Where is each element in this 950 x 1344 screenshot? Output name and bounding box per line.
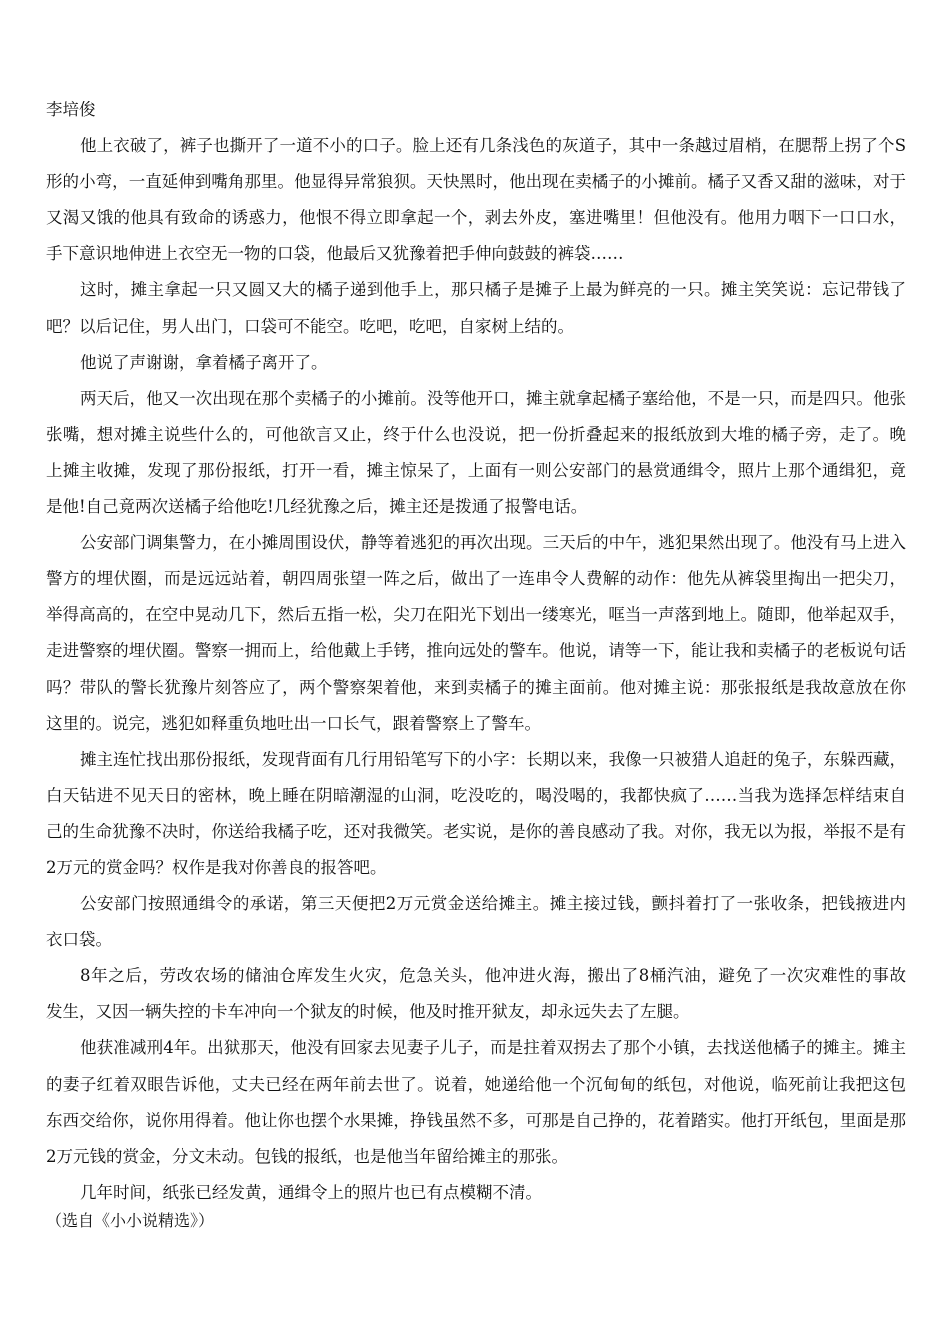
- paragraph-line: 吗？带队的警长犹豫片刻答应了，两个警察架着他，来到卖橘子的摊主面前。他对摊主说：那张报纸是我故意放在你: [46, 677, 906, 697]
- paragraph-line: 衣口袋。: [46, 930, 112, 950]
- paragraph-line: 这里的。说完，逃犯如释重负地吐出一口长气，跟着警察上了警车。: [46, 713, 541, 733]
- paragraph: [46, 964, 906, 1036]
- paragraph: [46, 531, 906, 748]
- paragraph-line: 两天后，他又一次出现在那个卖橘子的小摊前。没等他开口，摊主就拿起橘子塞给他，不是一只，而是四只。他张: [80, 388, 906, 408]
- paragraph: [46, 134, 906, 278]
- paragraph-line: 的妻子红着双眼告诉他，丈夫已经在两年前去世了。说着，她递给他一个沉甸甸的纸包，对他说，临死前让我把这包: [46, 1074, 906, 1094]
- author-name: 李培俊: [46, 100, 96, 119]
- paragraph-line: 走进警察的埋伏圈。警察一拥而上，给他戴上手铐，推向远处的警车。他说，请等一下，能让我和卖橘子的老板说句话: [46, 641, 906, 661]
- paragraph-line: 几年时间，纸张已经发黄，通缉令上的照片也已有点模糊不清。: [80, 1182, 542, 1202]
- paragraph-line: 他获准减刑4年。出狱那天，他没有回家去见妻子儿子，而是拄着双拐去了那个小镇，去找送他橘子的摊主。摊主: [80, 1038, 906, 1058]
- paragraph-line: 公安部门调集警力，在小摊周围设伏，静等着逃犯的再次出现。三天后的中午，逃犯果然出现了。他没有马上进入: [80, 533, 906, 553]
- paragraph: [46, 351, 906, 387]
- paragraph-line: 这时，摊主拿起一只又圆又大的橘子递到他手上，那只橘子是摊子上最为鲜亮的一只。摊主笑笑说：忘记带钱了: [80, 280, 906, 300]
- article: [46, 98, 906, 1247]
- paragraph-line: 公安部门按照通缉令的承诺，第三天便把2万元赏金送给摊主。摊主接过钱，颤抖着打了一张收条，把钱掖进内: [80, 894, 906, 914]
- source-citation: （选自《小小说精选》）: [46, 1210, 215, 1230]
- paragraph-line: 白天钻进不见天日的密林，晚上睡在阴暗潮湿的山洞，吃没吃的，喝没喝的，我都快疯了……当我为选择怎样结束自: [46, 785, 906, 805]
- paragraph: [46, 748, 906, 892]
- paragraph: [46, 892, 906, 964]
- paragraph-line: 己的生命犹豫不决时，你送给我橘子吃，还对我微笑。老实说，是你的善良感动了我。对你，我无以为报，举报不是有: [46, 821, 906, 841]
- paragraph-line: 手下意识地伸进上衣空无一物的口袋，他最后又犹豫着把手伸向鼓鼓的裤袋……: [46, 244, 624, 264]
- paragraph: [46, 278, 906, 350]
- paragraph-line: 他上衣破了，裤子也撕开了一道不小的口子。脸上还有几条浅色的灰道子，其中一条越过眉梢，在腮帮上拐了个S: [80, 136, 906, 156]
- paragraph-line: 警方的埋伏圈，而是远远站着，朝四周张望一阵之后，做出了一连串令人费解的动作：他先从裤袋里掏出一把尖刀，: [46, 569, 906, 589]
- paragraph-line: 2万元钱的赏金，分文未动。包钱的报纸，也是他当年留给摊主的那张。: [46, 1146, 568, 1166]
- paragraph-line: 形的小弯，一直延伸到嘴角那里。他显得异常狼狈。天快黑时，他出现在卖橘子的小摊前。橘子又香又甜的滋味，对于: [46, 172, 906, 192]
- paragraph-line: 吧？以后记住，男人出门，口袋可不能空。吃吧，吃吧，自家树上结的。: [46, 316, 574, 336]
- paragraph-line: 上摊主收摊，发现了那份报纸，打开一看，摊主惊呆了，上面有一则公安部门的悬赏通缉令，照片上那个通缉犯，竟: [46, 460, 906, 480]
- paragraph-line: 举得高高的，在空中晃动几下，然后五指一松，尖刀在阳光下划出一缕寒光，哐当一声落到地上。随即，他举起双手，: [46, 605, 906, 625]
- paragraph-line: 发生，又因一辆失控的卡车冲向一个狱友的时候，他及时推开狱友，却永远失去了左腿。: [46, 1002, 690, 1022]
- paragraph-line: 是他!自己竟两次送橘子给他吃!几经犹豫之后，摊主还是拨通了报警电话。: [46, 497, 588, 517]
- paragraph-line: 摊主连忙找出那份报纸，发现背面有几行用铅笔写下的小字：长期以来，我像一只被猎人追赶的兔子，东躲西藏，: [80, 749, 906, 769]
- paragraph-line: 8年之后，劳改农场的储油仓库发生火灾，危急关头，他冲进火海，搬出了8桶汽油，避免了一次灾难性的事故: [80, 966, 906, 986]
- paragraph-line: 他说了声谢谢，拿着橘子离开了。: [80, 352, 328, 372]
- article-body: [46, 134, 906, 1217]
- paragraph: [46, 1036, 906, 1180]
- paragraph-line: 2万元的赏金吗？权作是我对你善良的报答吧。: [46, 857, 387, 877]
- paragraph: [46, 387, 906, 531]
- paragraph-line: 张嘴，想对摊主说些什么的，可他欲言又止，终于什么也没说，把一份折叠起来的报纸放到大堆的橘子旁，走了。晚: [46, 424, 906, 444]
- paragraph-line: 又渴又饿的他具有致命的诱惑力，他恨不得立即拿起一个，剥去外皮，塞进嘴里！但他没有。他用力咽下一口口水，: [46, 208, 906, 228]
- paragraph-line: 东西交给你，说你用得着。他让你也摆个水果摊，挣钱虽然不多，可那是自己挣的，花着踏实。他打开纸包，里面是那: [46, 1110, 906, 1130]
